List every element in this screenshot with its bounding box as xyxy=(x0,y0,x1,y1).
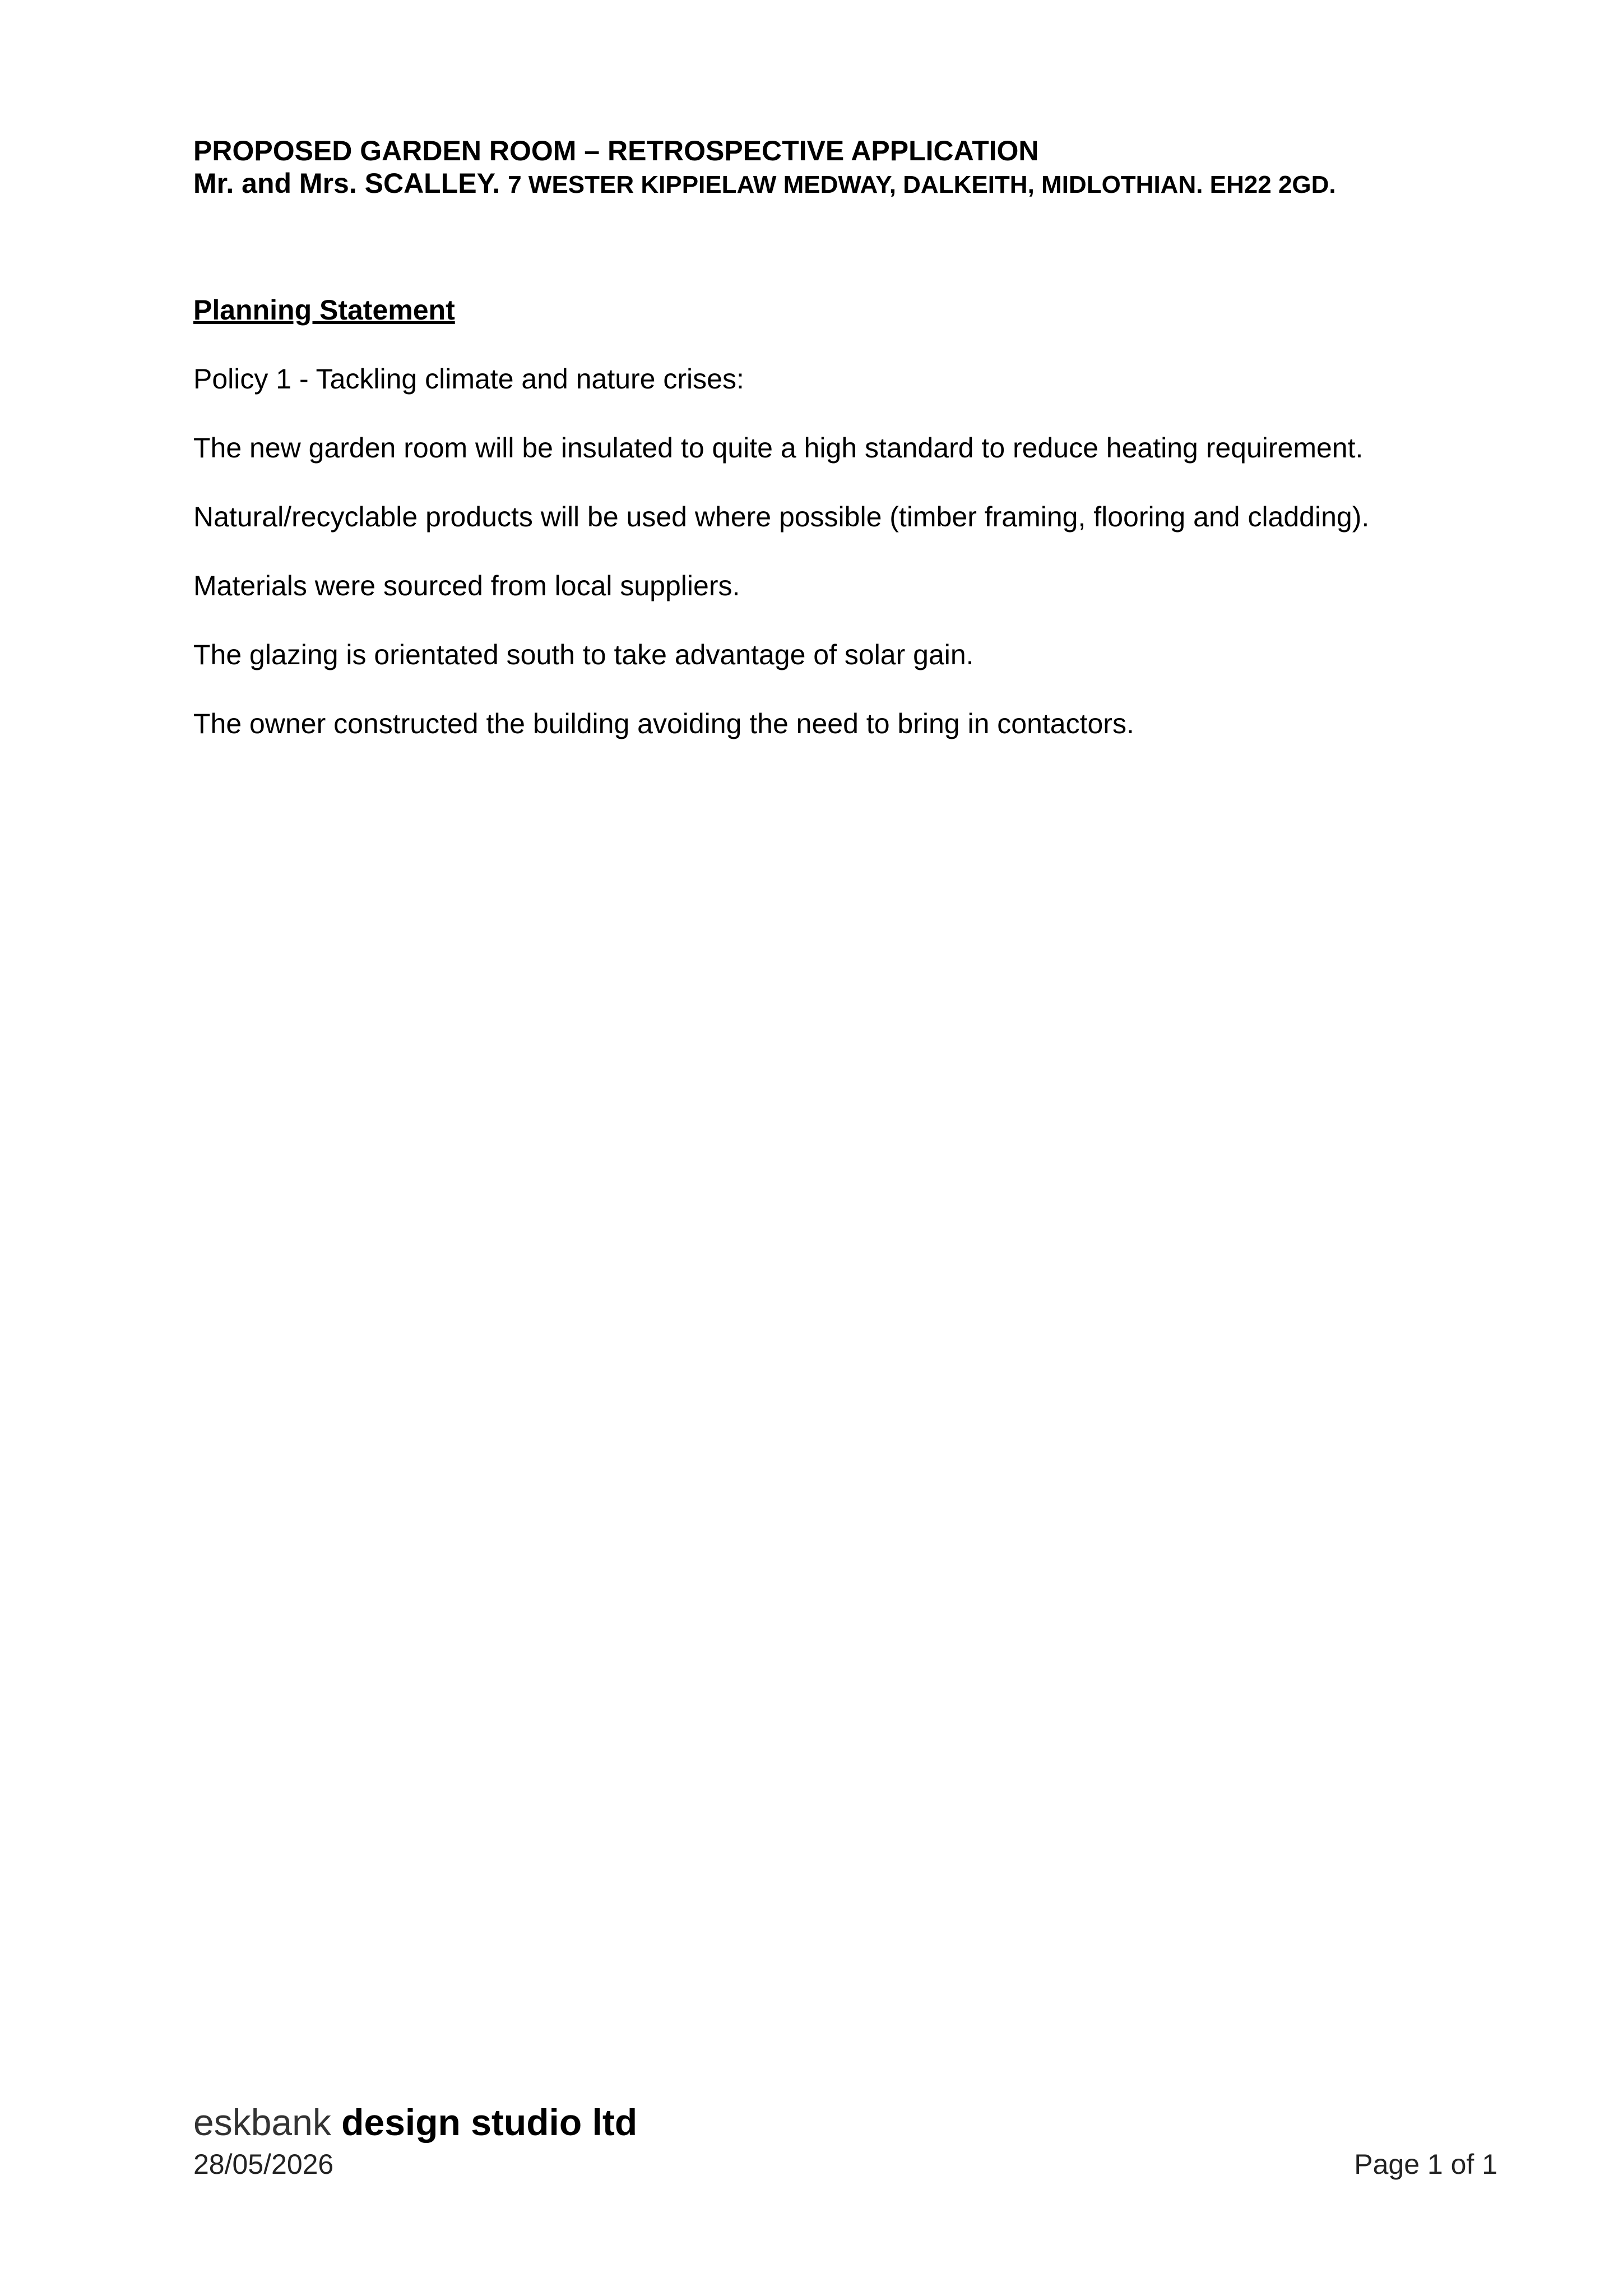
section-heading: Planning Statement xyxy=(193,294,455,326)
paragraph: The new garden room will be insulated to quite a high standard to reduce heating requirement. xyxy=(193,432,1364,464)
paragraph: The glazing is orientated south to take advantage of solar gain. xyxy=(193,639,974,670)
client-line xyxy=(193,167,1510,201)
site-address: 7 WESTER KIPPIELAW MEDWAY, DALKEITH, MIDLOTHIAN. EH22 2GD. xyxy=(508,171,1336,198)
paragraph: Natural/recyclable products will be used where possible (timber framing, flooring and cladding). xyxy=(193,501,1370,533)
paragraph: Materials were sourced from local suppliers. xyxy=(193,570,740,601)
brand-light-text: eskbank xyxy=(193,2101,331,2143)
paragraph: Policy 1 - Tackling climate and nature crises: xyxy=(193,363,744,395)
statement-body xyxy=(193,363,1550,776)
company-brand xyxy=(193,2101,637,2144)
document-date: 28/05/2026 xyxy=(193,2149,334,2180)
document-header xyxy=(193,135,1510,201)
paragraph: The owner constructed the building avoiding the need to bring in contactors. xyxy=(193,708,1134,739)
project-title: PROPOSED GARDEN ROOM – RETROSPECTIVE APPLICATION xyxy=(193,135,1039,166)
page-number: Page 1 of 1 xyxy=(1354,2149,1497,2180)
brand-bold-text: design studio ltd xyxy=(341,2101,638,2143)
client-name: Mr. and Mrs. SCALLEY. xyxy=(193,168,500,199)
